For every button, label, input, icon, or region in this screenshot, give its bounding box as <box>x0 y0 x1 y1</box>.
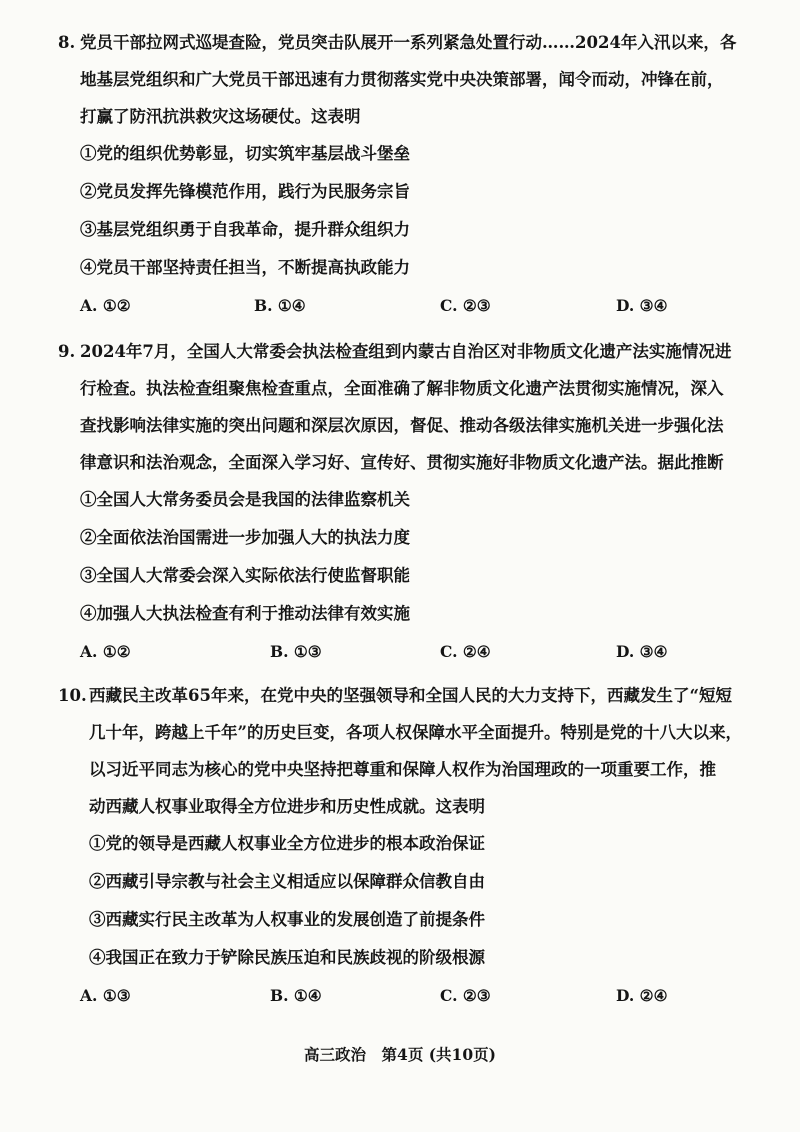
stem-line: 动西藏人权事业取得全方位进步和历史性成就。这表明 <box>89 797 485 816</box>
question-9 <box>58 333 758 671</box>
stem-line: 党员干部拉网式巡堤查险，党员突击队展开一系列紧急处置行动……2024年入汛以来，各 <box>80 33 737 52</box>
choice-c[interactable]: C. ②③ <box>440 986 491 1005</box>
statement-item: ③基层党组织勇于自我革命，提升群众组织力 <box>80 220 410 239</box>
question-stem <box>58 24 758 135</box>
stem-line: 西藏民主改革65年来，在党中央的坚强领导和全国人民的大力支持下，西藏发生了“短短 <box>89 686 732 705</box>
stem-line: 几十年，跨越上千年”的历史巨变，各项人权保障水平全面提升。特别是党的十八大以来， <box>89 723 742 742</box>
question-number: 10. <box>58 686 87 705</box>
statement-item: ②党员发挥先锋模范作用，践行为民服务宗旨 <box>80 182 410 201</box>
choice-a[interactable]: A. ①③ <box>80 986 131 1005</box>
question-number: 8. <box>58 33 76 52</box>
answer-choices <box>58 977 758 1015</box>
choice-b[interactable]: B. ①③ <box>270 642 322 661</box>
choice-b[interactable]: B. ①④ <box>270 986 322 1005</box>
choice-b[interactable]: B. ①④ <box>254 296 306 315</box>
stem-line: 打赢了防汛抗洪救灾这场硬仗。这表明 <box>80 107 361 126</box>
question-stem <box>58 333 758 481</box>
stem-line: 行检查。执法检查组聚焦检查重点，全面准确了解非物质文化遗产法贯彻实施情况，深入 <box>80 379 724 398</box>
question-number: 9. <box>58 342 76 361</box>
choice-c[interactable]: C. ②③ <box>440 296 491 315</box>
choice-c[interactable]: C. ②④ <box>440 642 491 661</box>
choice-d[interactable]: D. ③④ <box>616 296 668 315</box>
question-8 <box>58 24 758 325</box>
stem-line: 以习近平同志为核心的党中央坚持把尊重和保障人权作为治国理政的一项重要工作，推 <box>89 760 716 779</box>
statement-item: ②西藏引导宗教与社会主义相适应以保障群众信教自由 <box>89 872 485 891</box>
statement-item: ④我国正在致力于铲除民族压迫和民族歧视的阶级根源 <box>89 948 485 967</box>
answer-choices <box>58 287 758 325</box>
choice-a[interactable]: A. ①② <box>80 296 131 315</box>
stem-line: 地基层党组织和广大党员干部迅速有力贯彻落实党中央决策部署，闻令而动，冲锋在前， <box>80 70 724 89</box>
page-footer: 高三政治 第4页 (共10页) <box>304 1045 496 1064</box>
statement-item: ②全面依法治国需进一步加强人大的执法力度 <box>80 528 410 547</box>
stem-line: 律意识和法治观念，全面深入学习好、宣传好、贯彻实施好非物质文化遗产法。据此推断 <box>80 453 724 472</box>
stem-line: 2024年7月，全国人大常委会执法检查组到内蒙古自治区对非物质文化遗产法实施情况进 <box>80 342 732 361</box>
statement-item: ①党的组织优势彰显，切实筑牢基层战斗堡垒 <box>80 144 410 163</box>
statement-item: ④党员干部坚持责任担当，不断提高执政能力 <box>80 258 410 277</box>
statement-item: ①党的领导是西藏人权事业全方位进步的根本政治保证 <box>89 834 485 853</box>
statement-item: ③西藏实行民主改革为人权事业的发展创造了前提条件 <box>89 910 485 929</box>
choice-d[interactable]: D. ③④ <box>616 642 668 661</box>
stem-line: 查找影响法律实施的突出问题和深层次原因，督促、推动各级法律实施机关进一步强化法 <box>80 416 724 435</box>
statement-item: ④加强人大执法检查有利于推动法律有效实施 <box>80 604 410 623</box>
question-stem <box>58 677 758 825</box>
question-10 <box>58 677 758 1015</box>
answer-choices <box>58 633 758 671</box>
choice-a[interactable]: A. ①② <box>80 642 131 661</box>
statement-item: ①全国人大常务委员会是我国的法律监察机关 <box>80 490 410 509</box>
choice-d[interactable]: D. ②④ <box>616 986 668 1005</box>
statement-item: ③全国人大常委会深入实际依法行使监督职能 <box>80 566 410 585</box>
